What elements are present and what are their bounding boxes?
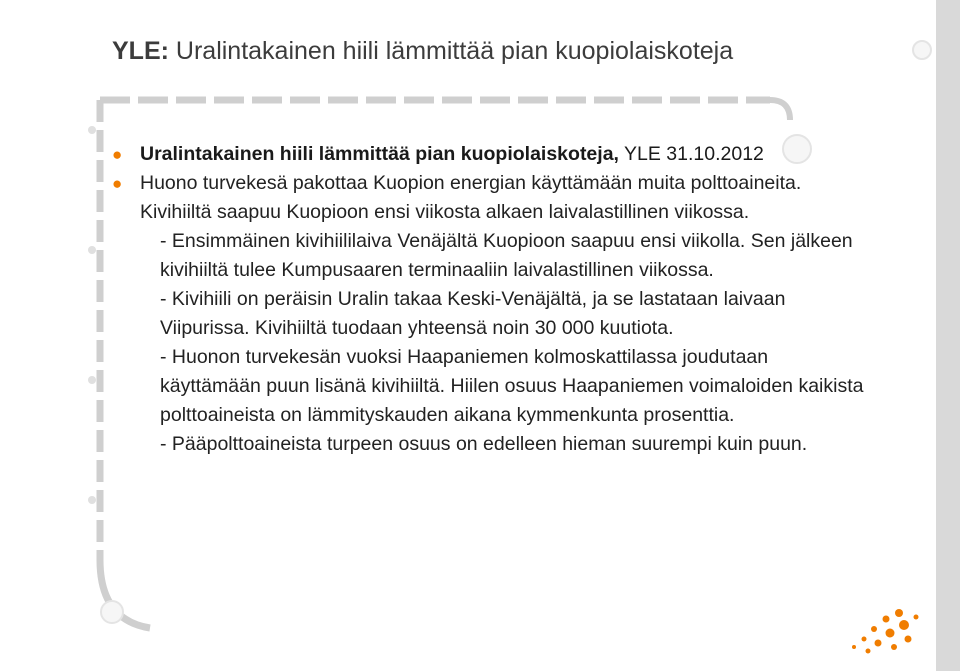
orange-bullet-icon: ●	[112, 174, 123, 193]
sub-item: - Ensimmäinen kivihiililaiva Venäjältä Kuopioon saapuu ensi viikolla. Sen jälkeen kivihiiltä tulee Kumpusaaren terminaaliin laivalastillinen viikossa.	[160, 230, 853, 281]
decorative-circle-bottom	[100, 600, 124, 624]
sub-item: - Huonon turvekesän vuoksi Haapaniemen kolmoskattilassa joudutaan käyttämään puun lisänä kivihiiltä. Hiilen osuus Haapaniemen voimaloiden kaikista polttoaineista on lämmityskauden aikana kymmenkunta prosenttia.	[160, 346, 864, 426]
orange-bullet-icon: ●	[112, 145, 123, 164]
bullet-2-text: Huono turvekesä pakottaa Kuopion energian käyttämään muita polttoaineita. Kivihiiltä saapuu Kuopioon ensi viikosta alkaen laivalastillinen viikossa.	[140, 172, 802, 223]
sub-item: - Kivihiili on peräisin Uralin takaa Keski-Venäjältä, ja se lastataan laivaan Viipurissa. Kivihiiltä tuodaan yhteensä noin 30 000 kuutiota.	[160, 288, 786, 339]
slide-title	[112, 32, 932, 70]
sub-item-list	[160, 227, 872, 459]
orange-dot-logo-icon	[824, 599, 924, 659]
slide-content	[112, 140, 872, 459]
bullet-1-lead: Uralintakainen hiili lämmittää pian kuopiolaiskoteja,	[140, 143, 619, 165]
bullet-item-2	[112, 169, 872, 227]
sub-item: - Pääpolttoaineista turpeen osuus on edelleen hieman suurempi kuin puun.	[160, 433, 808, 455]
title-text: Uralintakainen hiili lämmittää pian kuopiolaiskoteja	[175, 37, 734, 65]
bullet-item-1	[112, 140, 872, 169]
bullet-1-rest: YLE 31.10.2012	[618, 143, 764, 165]
title-prefix: YLE:	[112, 37, 169, 65]
